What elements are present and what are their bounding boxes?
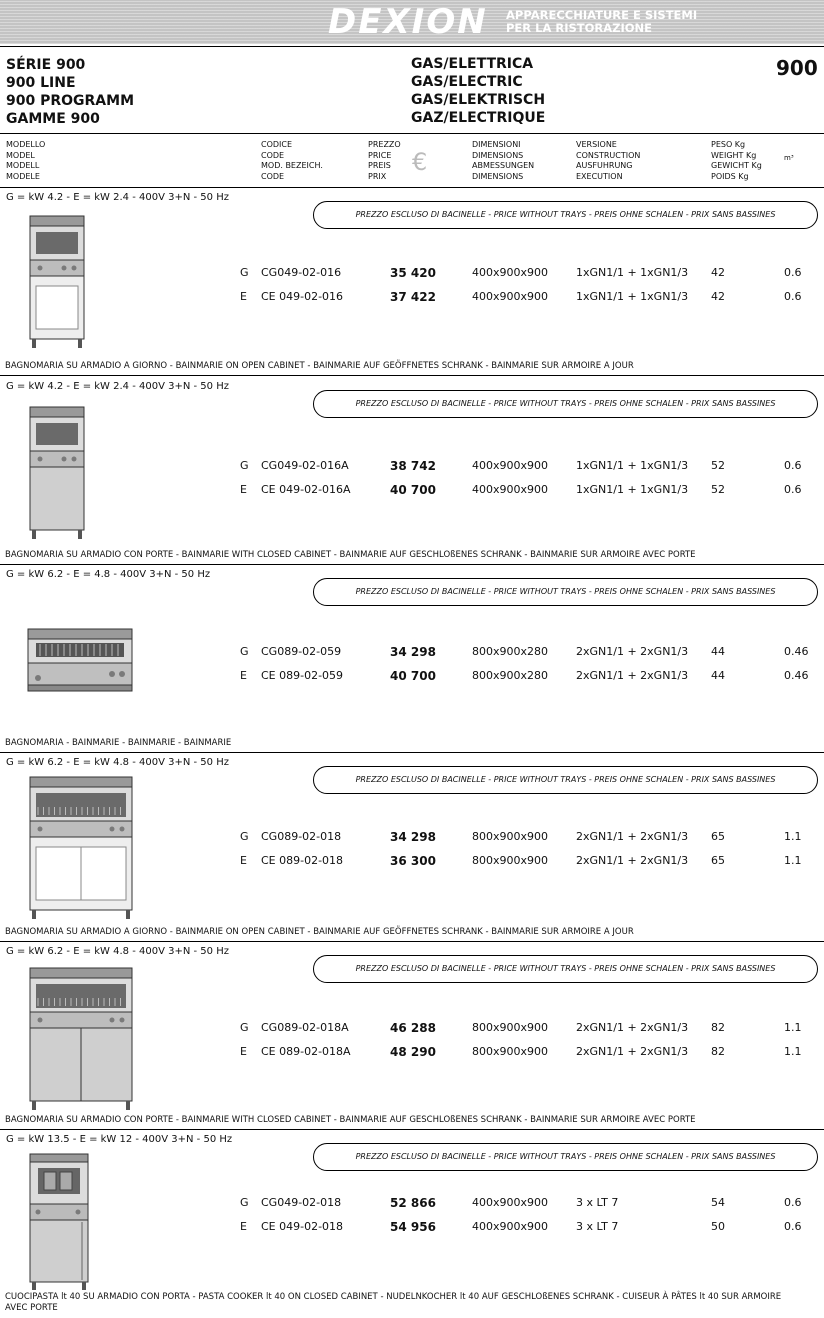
row-price: 38 742 [390, 459, 436, 473]
series-number: 900 [776, 56, 818, 80]
row-weight: 65 [711, 830, 725, 843]
row-code: CG049-02-016 [261, 266, 342, 279]
price-note: PREZZO ESCLUSO DI BACINELLE - PRICE WITHOUT TRAYS - PREIS OHNE SCHALEN - PRIX SANS BASSINES [313, 201, 818, 229]
row-price: 48 290 [390, 1045, 436, 1059]
row-weight: 50 [711, 1220, 725, 1233]
row-type: G [240, 645, 249, 658]
row-price: 34 298 [390, 830, 436, 844]
row-code: CG049-02-018 [261, 1196, 342, 1209]
row-volume: 0.6 [784, 483, 802, 496]
price-note: PREZZO ESCLUSO DI BACINELLE - PRICE WITHOUT TRAYS - PREIS OHNE SCHALEN - PRIX SANS BASSINES [313, 578, 818, 606]
divider [0, 375, 824, 376]
row-version: 2xGN1/1 + 2xGN1/3 [576, 830, 689, 843]
product-section [0, 565, 824, 753]
column-header-dimensions: DIMENSIONI DIMENSIONS ABMESSUNGEN DIMENSIONS [472, 140, 535, 181]
row-code: CE 049-02-016A [261, 483, 351, 496]
row-type: G [240, 830, 249, 843]
price-note: PREZZO ESCLUSO DI BACINELLE - PRICE WITHOUT TRAYS - PREIS OHNE SCHALEN - PRIX SANS BASSINES [313, 1143, 818, 1171]
table-row [0, 1045, 824, 1061]
row-version: 2xGN1/1 + 2xGN1/3 [576, 669, 689, 682]
bain-marie-closed-cabinet-large-icon [26, 966, 136, 1115]
row-version: 3 x LT 7 [576, 1196, 619, 1209]
row-price: 40 700 [390, 669, 436, 683]
bain-marie-countertop-icon [26, 623, 136, 702]
price-note: PREZZO ESCLUSO DI BACINELLE - PRICE WITHOUT TRAYS - PREIS OHNE SCHALEN - PRIX SANS BASSINES [313, 955, 818, 983]
row-weight: 82 [711, 1021, 725, 1034]
table-row [0, 645, 824, 661]
table-row [0, 1021, 824, 1037]
product-section [0, 942, 824, 1130]
row-code: CG089-02-018 [261, 830, 342, 843]
row-volume: 0.6 [784, 459, 802, 472]
product-caption: BAGNOMARIA SU ARMADIO CON PORTE - BAINMARIE WITH CLOSED CABINET - BAINMARIE AUF GESCHLOßENES SCHRANK - BAINMARIE SUR ARMOIRE AVEC PORTE [5, 1115, 696, 1125]
row-price: 35 420 [390, 266, 436, 280]
row-volume: 1.1 [784, 1021, 802, 1034]
row-weight: 52 [711, 459, 725, 472]
product-caption: BAGNOMARIA SU ARMADIO A GIORNO - BAINMARIE ON OPEN CABINET - BAINMARIE AUF GEÖFFNETES SCHRANK - BAINMARIE SUR ARMOIRE A JOUR [5, 927, 634, 937]
table-row [0, 1220, 824, 1236]
table-row [0, 483, 824, 499]
brand-logo: DEXION [328, 2, 488, 42]
bain-marie-open-cabinet-small-icon [26, 214, 88, 353]
power-spec: G = kW 6.2 - E = kW 4.8 - 400V 3+N - 50 Hz [6, 757, 229, 768]
column-header-code: CODICE CODE MOD. BEZEICH. CODE [261, 140, 323, 181]
row-price: 46 288 [390, 1021, 436, 1035]
power-spec: G = kW 6.2 - E = 4.8 - 400V 3+N - 50 Hz [6, 569, 211, 580]
row-code: CE 049-02-016 [261, 290, 344, 303]
row-dimensions: 800x900x900 [472, 1045, 549, 1058]
series-title: SÉRIE 900 900 LINE 900 PROGRAMM GAMME 900 [6, 57, 135, 127]
product-section [0, 1130, 824, 1318]
row-weight: 52 [711, 483, 725, 496]
row-weight: 42 [711, 290, 725, 303]
row-dimensions: 400x900x900 [472, 459, 549, 472]
row-volume: 1.1 [784, 1045, 802, 1058]
row-type: G [240, 1196, 249, 1209]
row-code: CE 089-02-018A [261, 1045, 351, 1058]
row-weight: 54 [711, 1196, 725, 1209]
row-volume: 0.46 [784, 669, 809, 682]
table-row [0, 830, 824, 846]
product-caption: BAGNOMARIA SU ARMADIO CON PORTE - BAINMARIE WITH CLOSED CABINET - BAINMARIE AUF GESCHLOßENES SCHRANK - BAINMARIE SUR ARMOIRE AVEC PORTE [5, 550, 696, 560]
column-header-price: PREZZO PRICE PREIS PRIX [368, 140, 401, 181]
row-dimensions: 800x900x900 [472, 1021, 549, 1034]
bain-marie-open-cabinet-large-icon [26, 775, 136, 924]
row-version: 2xGN1/1 + 2xGN1/3 [576, 854, 689, 867]
row-dimensions: 400x900x900 [472, 1220, 549, 1233]
table-row [0, 1196, 824, 1212]
row-dimensions: 400x900x900 [472, 290, 549, 303]
row-price: 37 422 [390, 290, 436, 304]
row-version: 2xGN1/1 + 2xGN1/3 [576, 645, 689, 658]
row-dimensions: 400x900x900 [472, 483, 549, 496]
row-weight: 44 [711, 645, 725, 658]
product-section [0, 377, 824, 565]
row-price: 40 700 [390, 483, 436, 497]
row-type: G [240, 1021, 249, 1034]
row-type: E [240, 854, 247, 867]
row-version: 2xGN1/1 + 2xGN1/3 [576, 1021, 689, 1034]
row-code: CE 049-02-018 [261, 1220, 344, 1233]
row-volume: 0.6 [784, 290, 802, 303]
power-spec: G = kW 6.2 - E = kW 4.8 - 400V 3+N - 50 Hz [6, 946, 229, 957]
power-spec: G = kW 4.2 - E = kW 2.4 - 400V 3+N - 50 Hz [6, 192, 229, 203]
row-dimensions: 400x900x900 [472, 1196, 549, 1209]
product-caption: BAGNOMARIA SU ARMADIO A GIORNO - BAINMARIE ON OPEN CABINET - BAINMARIE AUF GEÖFFNETES SCHRANK - BAINMARIE SUR ARMOIRE A JOUR [5, 361, 634, 371]
row-version: 3 x LT 7 [576, 1220, 619, 1233]
row-type: E [240, 1220, 247, 1233]
price-note: PREZZO ESCLUSO DI BACINELLE - PRICE WITHOUT TRAYS - PREIS OHNE SCHALEN - PRIX SANS BASSINES [313, 766, 818, 794]
product-section [0, 753, 824, 942]
row-version: 1xGN1/1 + 1xGN1/3 [576, 266, 689, 279]
row-volume: 0.6 [784, 1196, 802, 1209]
row-code: CE 089-02-018 [261, 854, 344, 867]
product-caption: CUOCIPASTA lt 40 SU ARMADIO CON PORTA - PASTA COOKER lt 40 ON CLOSED CABINET - NUDELNKOCHER lt 40 AUF GESCHLOßENES SCHRANK - CUISEUR À PÂTES lt 40 SUR ARMOIRE AVEC PORTE [5, 1292, 782, 1313]
row-version: 2xGN1/1 + 2xGN1/3 [576, 1045, 689, 1058]
row-dimensions: 800x900x900 [472, 854, 549, 867]
table-row [0, 266, 824, 282]
table-row [0, 459, 824, 475]
column-header-version: VERSIONE CONSTRUCTION AUSFUHRUNG EXECUTION [576, 140, 641, 181]
row-weight: 44 [711, 669, 725, 682]
type-title: GAS/ELETTRICA GAS/ELECTRIC GAS/ELEKTRISCH GAZ/ELECTRIQUE [411, 56, 546, 126]
row-price: 54 956 [390, 1220, 436, 1234]
row-type: E [240, 669, 247, 682]
product-caption: BAGNOMARIA - BAINMARIE - BAINMARIE - BAINMARIE [5, 738, 232, 748]
power-spec: G = kW 13.5 - E = kW 12 - 400V 3+N - 50 Hz [6, 1134, 233, 1145]
row-dimensions: 800x900x900 [472, 830, 549, 843]
row-volume: 0.6 [784, 1220, 802, 1233]
row-price: 34 298 [390, 645, 436, 659]
header-banner [0, 0, 824, 44]
euro-icon: € [412, 148, 428, 176]
row-weight: 42 [711, 266, 725, 279]
divider [0, 46, 824, 47]
column-header-model: MODELLO MODEL MODELL MODELE [6, 140, 46, 181]
row-weight: 65 [711, 854, 725, 867]
row-type: G [240, 266, 249, 279]
table-row [0, 854, 824, 870]
row-type: E [240, 483, 247, 496]
table-row [0, 669, 824, 685]
row-volume: 0.46 [784, 645, 809, 658]
row-type: G [240, 459, 249, 472]
row-dimensions: 400x900x900 [472, 266, 549, 279]
row-dimensions: 800x900x280 [472, 645, 549, 658]
row-code: CG049-02-016A [261, 459, 349, 472]
row-volume: 1.1 [784, 830, 802, 843]
row-price: 36 300 [390, 854, 436, 868]
row-price: 52 866 [390, 1196, 436, 1210]
column-header-volume: m³ [784, 154, 794, 162]
row-code: CE 089-02-059 [261, 669, 344, 682]
row-dimensions: 800x900x280 [472, 669, 549, 682]
row-version: 1xGN1/1 + 1xGN1/3 [576, 290, 689, 303]
row-volume: 1.1 [784, 854, 802, 867]
price-note: PREZZO ESCLUSO DI BACINELLE - PRICE WITHOUT TRAYS - PREIS OHNE SCHALEN - PRIX SANS BASSINES [313, 390, 818, 418]
row-version: 1xGN1/1 + 1xGN1/3 [576, 483, 689, 496]
row-code: CG089-02-059 [261, 645, 342, 658]
column-header-weight: PESO Kg WEIGHT Kg GEWICHT Kg POIDS Kg [711, 140, 762, 181]
brand-tagline: APPARECCHIATURE E SISTEMI PER LA RISTORAZIONE [506, 8, 698, 35]
row-weight: 82 [711, 1045, 725, 1058]
product-section [0, 188, 824, 376]
power-spec: G = kW 4.2 - E = kW 2.4 - 400V 3+N - 50 Hz [6, 381, 229, 392]
row-type: E [240, 1045, 247, 1058]
row-volume: 0.6 [784, 266, 802, 279]
row-code: CG089-02-018A [261, 1021, 349, 1034]
row-version: 1xGN1/1 + 1xGN1/3 [576, 459, 689, 472]
table-row [0, 290, 824, 306]
divider [0, 133, 824, 134]
row-type: E [240, 290, 247, 303]
